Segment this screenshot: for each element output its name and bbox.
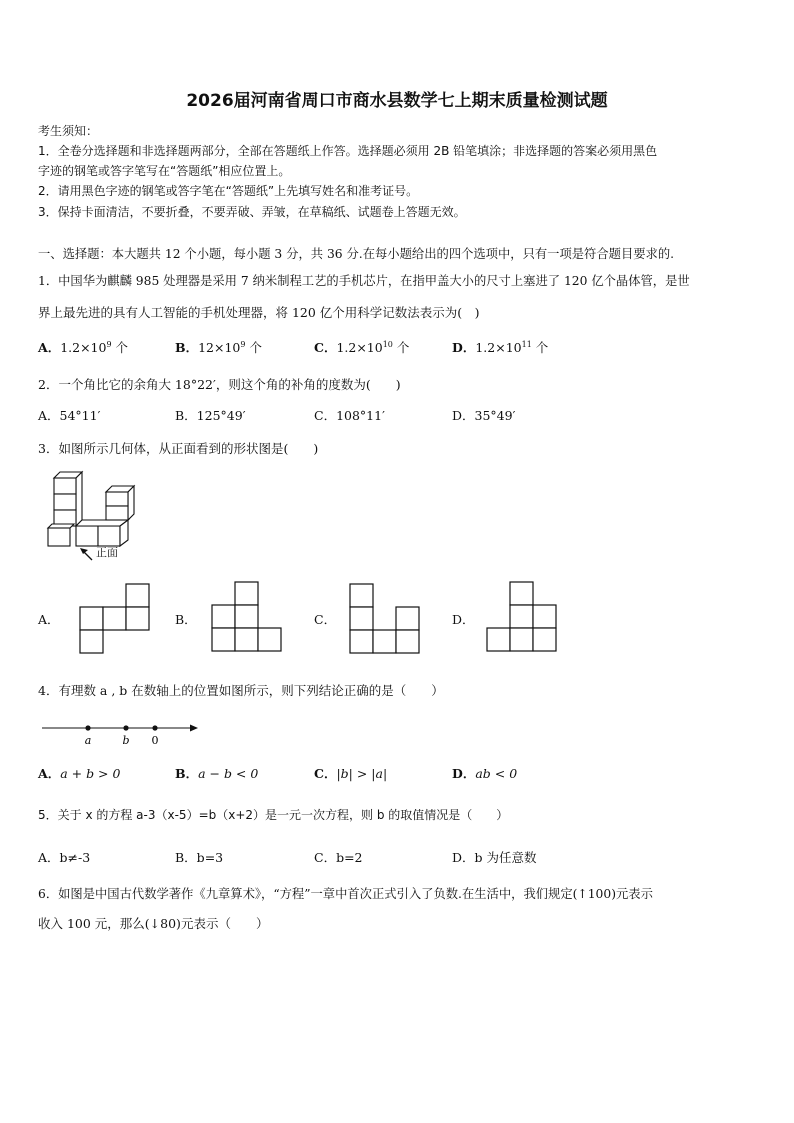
label-b: b xyxy=(122,734,130,747)
q4-option-d[interactable] xyxy=(452,764,517,782)
front-label: 正面 xyxy=(96,546,118,559)
q4-option-b[interactable] xyxy=(175,764,258,782)
option-exp: 9 xyxy=(106,339,112,349)
notice-heading: 考生须知： xyxy=(38,124,99,138)
q4-stem: 4．有理数 a , b 在数轴上的位置如图所示，则下列结论正确的是（ ） xyxy=(38,683,444,698)
label-a: a xyxy=(84,734,92,747)
q5-option-a[interactable]: A．b≠-3 xyxy=(38,850,91,865)
option-expr: a + b > 0 xyxy=(60,766,121,781)
notice-item-1-cont: 字迹的钢笔或答字笔写在“答题纸”相应位置上。 xyxy=(38,164,291,178)
q4-option-c[interactable] xyxy=(314,764,387,782)
q3-option-a-letter[interactable]: A． xyxy=(38,612,60,627)
q3-option-b-letter[interactable]: B． xyxy=(175,612,197,627)
q1-option-c[interactable] xyxy=(314,338,409,356)
option-exp: 9 xyxy=(240,339,246,349)
option-base: 1.2×10 xyxy=(60,340,107,355)
option-letter: A． xyxy=(38,340,61,355)
q2-option-d[interactable]: D．35°49′ xyxy=(452,408,516,423)
q1-stem-line1: 1．中国华为麒麟 985 处理器是采用 7 纳米制程工艺的手机芯片，在指甲盖大小的尺寸上塞进了 120 亿个晶体管，是世 xyxy=(38,274,690,288)
q3-option-b-figure[interactable] xyxy=(211,581,283,653)
option-unit: 个 xyxy=(392,340,410,355)
q4-number-line xyxy=(40,720,202,748)
q2-option-c[interactable]: C．108°11′ xyxy=(314,408,385,423)
notice-item-1: 1．全卷分选择题和非选择题两部分，全部在答题纸上作答。选择题必须用 2B 铅笔填涂；非选择题的答案必须用黑色 xyxy=(38,144,658,158)
q1-option-d[interactable] xyxy=(452,338,548,356)
option-unit: 个 xyxy=(245,340,262,355)
section-heading: 一、选择题：本大题共 12 个小题，每小题 3 分，共 36 分.在每小题给出的四个选项中，只有一项是符合题目要求的. xyxy=(38,247,675,261)
option-exp: 11 xyxy=(521,339,532,349)
arrow-head xyxy=(80,548,88,554)
notice-item-3: 3．保持卡面清洁，不要折叠，不要弄破、弄皱，在草稿纸、试题卷上答题无效。 xyxy=(38,205,466,219)
option-letter: C． xyxy=(314,340,337,355)
q5-option-c[interactable]: C．b=2 xyxy=(314,850,363,865)
option-base: 1.2×10 xyxy=(475,340,522,355)
option-exp: 10 xyxy=(382,339,393,349)
q6-stem-line2: 收入 100 元，那么(↓80)元表示（ ） xyxy=(38,916,269,931)
q1-option-a[interactable] xyxy=(38,338,128,356)
q5-option-b[interactable]: B．b=3 xyxy=(175,850,224,865)
option-letter: C． xyxy=(314,766,337,781)
q3-option-c-letter[interactable]: C． xyxy=(314,612,337,627)
option-letter: B． xyxy=(175,766,199,781)
q3-solid-figure xyxy=(46,468,156,564)
notice-item-2: 2．请用黑色字迹的钢笔或答字笔在“答题纸”上先填写姓名和准考证号。 xyxy=(38,184,419,198)
q3-stem: 3．如图所示几何体，从正面看到的形状图是( ) xyxy=(38,441,319,456)
q5-option-d[interactable]: D．b 为任意数 xyxy=(452,850,537,865)
q3-option-a-figure[interactable] xyxy=(79,583,151,655)
option-expr: |b| > |a| xyxy=(336,766,388,781)
label-zero: 0 xyxy=(151,734,159,747)
option-base: 12×10 xyxy=(198,340,241,355)
option-unit: 个 xyxy=(531,340,549,355)
option-letter: D． xyxy=(452,766,476,781)
option-expr: a − b < 0 xyxy=(198,766,259,781)
q6-stem-line1: 6．如图是中国古代数学著作《九章算术》，“方程”一章中首次正式引入了负数.在生活中，我们规定(↑100)元表示 xyxy=(38,887,653,901)
q4-option-a[interactable] xyxy=(38,764,120,782)
q5-stem: 5．关于 x 的方程 a-3（x-5）=b（x+2）是一元一次方程，则 b 的取值情况是（ ） xyxy=(38,808,509,822)
q2-option-b[interactable]: B．125°49′ xyxy=(175,408,246,423)
option-base: 1.2×10 xyxy=(336,340,383,355)
q3-option-c-figure[interactable] xyxy=(349,583,421,655)
q1-stem-line2: 界上最先进的具有人工智能的手机处理器，将 120 亿个用科学记数法表示为( ) xyxy=(38,305,480,320)
option-letter: B． xyxy=(175,340,199,355)
option-letter: A． xyxy=(38,766,61,781)
option-expr: ab < 0 xyxy=(475,766,518,781)
q2-stem: 2．一个角比它的余角大 18°22′，则这个角的补角的度数为( ) xyxy=(38,377,401,392)
q1-option-b[interactable] xyxy=(175,338,262,356)
q3-option-d-letter[interactable]: D． xyxy=(452,612,475,627)
point-zero xyxy=(152,725,157,730)
q2-option-a[interactable]: A．54°11′ xyxy=(38,408,101,423)
option-letter: D． xyxy=(452,340,476,355)
point-b xyxy=(123,725,128,730)
q3-option-d-figure[interactable] xyxy=(486,581,558,653)
option-unit: 个 xyxy=(111,340,129,355)
point-a xyxy=(85,725,90,730)
page-title: 2026届河南省周口市商水县数学七上期末质量检测试题 xyxy=(186,91,608,111)
